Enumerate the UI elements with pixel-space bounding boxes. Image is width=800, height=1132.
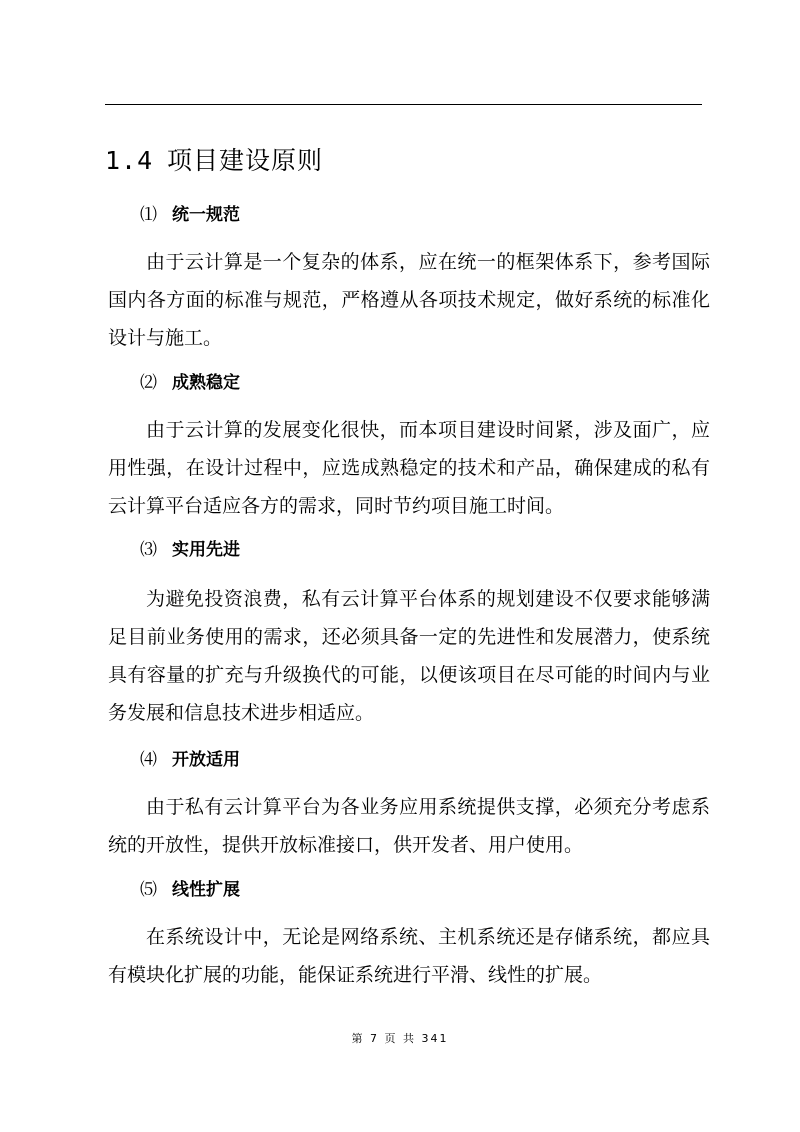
principle-heading-text: 成熟稳定	[172, 373, 240, 393]
principle-heading-text: 线性扩展	[172, 880, 240, 900]
header-rule	[105, 104, 702, 105]
principle-paragraph-1	[108, 243, 710, 357]
principle-paragraph-2	[108, 411, 710, 525]
principle-heading-2	[140, 371, 240, 395]
principle-marker: ⑷	[140, 750, 157, 770]
principle-heading-text: 统一规范	[172, 205, 240, 225]
paragraph-line: 在系统设计中，无论是网络系统、主机系统还是存储系统，都应具	[146, 926, 710, 948]
paragraph-line: 为避免投资浪费，私有云计算平台体系的规划建设不仅要求能够满	[146, 588, 710, 610]
paragraph-line: 务发展和信息技术进步相适应。	[108, 702, 375, 724]
paragraph-line: 由于云计算是一个复杂的体系，应在统一的框架体系下，参考国际	[146, 251, 710, 273]
paragraph-line: 国内各方面的标准与规范，严格遵从各项技术规定，做好系统的标准化	[108, 289, 710, 311]
paragraph-line: 足目前业务使用的需求，还必须具备一定的先进性和发展潜力，使系统	[108, 626, 710, 648]
principle-heading-text: 实用先进	[172, 540, 240, 560]
paragraph-line: 设计与施工。	[108, 327, 223, 349]
paragraph-line: 具有容量的扩充与升级换代的可能，以便该项目在尽可能的时间内与业	[108, 664, 710, 686]
paragraph-line: 用性强，在设计过程中，应选成熟稳定的技术和产品，确保建成的私有	[108, 457, 710, 479]
principle-marker: ⑵	[140, 373, 157, 393]
principle-heading-3	[140, 538, 240, 562]
principle-heading-text: 开放适用	[172, 750, 240, 770]
paragraph-line: 由于云计算的发展变化很快，而本项目建设时间紧，涉及面广，应	[146, 419, 710, 441]
principle-heading-1	[140, 203, 240, 227]
principle-marker: ⑸	[140, 880, 157, 900]
page-number-footer: 第 7 页 共 341	[351, 1032, 449, 1045]
principle-paragraph-5	[108, 918, 710, 994]
principle-heading-5	[140, 878, 240, 902]
section-title	[105, 143, 323, 179]
principle-paragraph-3	[108, 580, 710, 732]
principle-paragraph-4	[108, 788, 710, 864]
paragraph-line: 由于私有云计算平台为各业务应用系统提供支撑，必须充分考虑系	[146, 796, 710, 818]
principle-marker: ⑶	[140, 540, 157, 560]
paragraph-line: 有模块化扩展的功能，能保证系统进行平滑、线性的扩展。	[108, 964, 603, 986]
principle-heading-4	[140, 748, 240, 772]
section-title-text: 项目建设原则	[167, 146, 324, 175]
paragraph-line: 统的开放性，提供开放标准接口，供开发者、用户使用。	[108, 834, 584, 856]
paragraph-line: 云计算平台适应各方的需求，同时节约项目施工时间。	[108, 495, 565, 517]
section-number: 1.4	[105, 146, 154, 175]
principle-marker: ⑴	[140, 205, 157, 225]
